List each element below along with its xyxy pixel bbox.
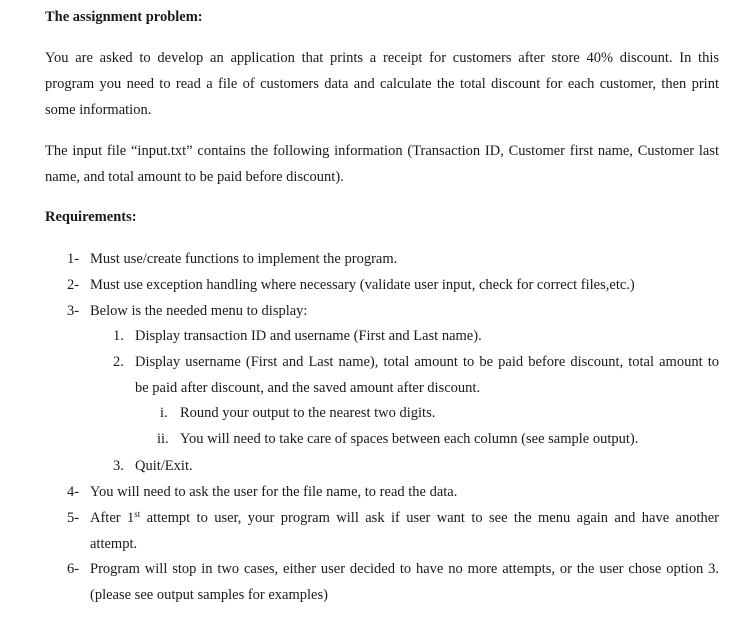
req-item-6: Program will stop in two cases, either user decided to have no more attempts, or the user chose option 3. xyxy=(90,561,719,577)
menu-item-3: Quit/Exit. xyxy=(135,458,193,474)
sub-item-ii: You will need to take care of spaces between each column (see sample output). xyxy=(180,431,639,447)
menu-marker-1: 1. xyxy=(113,328,124,344)
req-marker-6: 6- xyxy=(67,561,80,577)
menu-item-2-line-2: be paid after discount, and the saved amount after discount. xyxy=(135,380,481,396)
req-item-5-line-2: attempt. xyxy=(90,536,138,552)
page-title: The assignment problem: xyxy=(45,9,203,25)
intro-line-3: some information. xyxy=(45,102,152,118)
menu-item-1: Display transaction ID and username (First and Last name). xyxy=(135,328,482,344)
req-marker-2: 2- xyxy=(67,277,80,293)
req-item-3: Below is the needed menu to display: xyxy=(90,303,308,319)
req-item-2: Must use exception handling where necessary (validate user input, check for correct files,etc.) xyxy=(90,277,635,293)
req-marker-1: 1- xyxy=(67,251,80,267)
menu-marker-2: 2. xyxy=(113,354,124,370)
sub-marker-i: i. xyxy=(160,405,168,421)
req-item-5-sup: st xyxy=(134,509,141,519)
req-item-5 xyxy=(90,509,719,527)
intro-line-1: You are asked to develop an application that prints a receipt for customers after store 40% discount. In this xyxy=(45,50,719,66)
req-item-4: You will need to ask the user for the file name, to read the data. xyxy=(90,484,458,500)
req-item-5-text-a: After 1 xyxy=(90,510,135,526)
input-desc-line-1: The input file “input.txt” contains the following information (Transaction ID, Customer first name, Customer last xyxy=(45,143,719,159)
sub-item-i: Round your output to the nearest two digits. xyxy=(180,405,436,421)
requirements-heading: Requirements: xyxy=(45,209,137,225)
req-marker-4: 4- xyxy=(67,484,80,500)
req-item-6-line-2: (please see output samples for examples) xyxy=(90,587,328,603)
req-marker-5: 5- xyxy=(67,510,80,526)
menu-item-2: Display username (First and Last name), total amount to be paid before discount, total amount to xyxy=(135,354,719,370)
menu-marker-3: 3. xyxy=(113,458,124,474)
req-item-1: Must use/create functions to implement the program. xyxy=(90,251,398,267)
input-desc-line-2: name, and total amount to be paid before discount). xyxy=(45,169,344,185)
req-item-5-text-b: attempt to user, your program will ask if user want to see the menu again and have another xyxy=(140,510,720,526)
sub-marker-ii: ii. xyxy=(157,431,169,447)
intro-line-2: program you need to read a file of customers data and calculate the total discount for each customer, then print xyxy=(45,76,719,92)
req-marker-3: 3- xyxy=(67,303,80,319)
